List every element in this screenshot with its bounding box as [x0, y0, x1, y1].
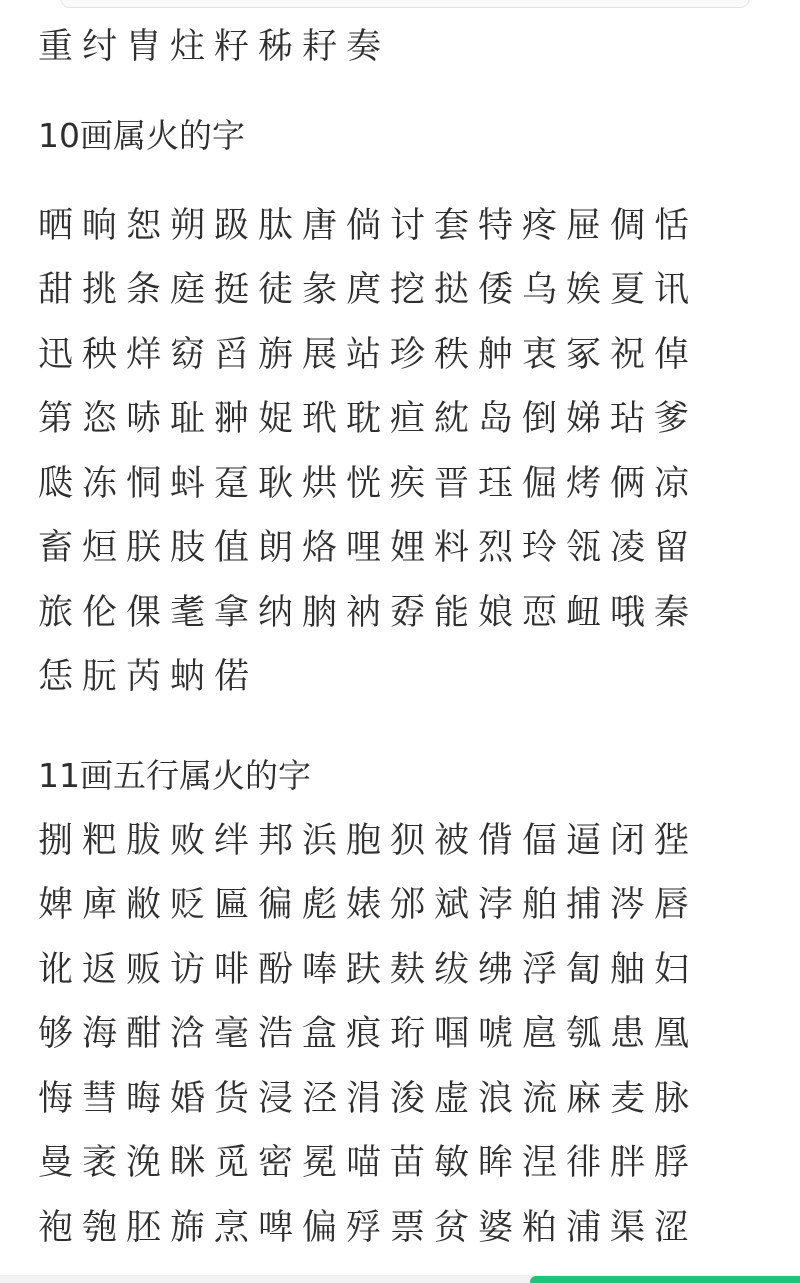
- char-line: 婢庳敝贬匾徧彪婊邠斌浡舶捕涔唇: [38, 885, 699, 925]
- char-line: 捌粑胈败绊邦浜胞狈被偝偪逼闭狴: [38, 820, 699, 861]
- char-line: 够海酣浛毫浩盒痕珩啯唬扈瓠患凰: [38, 1014, 699, 1054]
- char-line: 晒晌恕朔趿肽唐倘讨套特疼屉倜恬: [38, 205, 699, 246]
- char-line: 恁朊芮蚋偌: [38, 657, 259, 697]
- section-heading-11-strokes: 11画五行属火的字: [38, 755, 311, 795]
- char-line: 悔彗晦婚货浸泾涓浚虚浪流麻麦脉: [38, 1078, 699, 1119]
- char-line: 瓞冻恫蚪趸耿烘恍疾晋珏倔烤俩凉: [38, 463, 699, 504]
- bottom-bar: [0, 1275, 800, 1283]
- char-line: 畜烜朕肢值朗烙哩娌料烈玲瓴凌留: [38, 528, 699, 568]
- char-line: 袍匏胚旆烹啤偏殍票贫婆粕浦渠涩: [38, 1207, 699, 1248]
- char-block-11-strokes: [38, 809, 798, 1261]
- char-line: 曼袤浼眯觅密冕喵苗敏眸涅徘胖脬: [38, 1143, 699, 1183]
- char-line: 甜挑条庭挺徒彖庹挖挞倭乌娭夏讯: [38, 270, 699, 310]
- char-line: 旅伦倮耄拿纳朒衲孬能娘恧衄哦秦: [38, 592, 699, 633]
- char-line: 重纣胄炷籽秭耔奏: [38, 27, 391, 67]
- char-line: 讹返贩访啡酚唪趺麸绂绋浮匐舳妇: [38, 949, 699, 990]
- article-body: [38, 0, 798, 1260]
- char-line: 迅秧烊窈舀旃展站珍秩舯衷冢祝倬: [38, 334, 699, 375]
- section-heading-10-strokes: 10画属火的字: [38, 115, 245, 155]
- char-block-10-strokes: [38, 194, 798, 710]
- bottom-accent-bar[interactable]: [530, 1276, 800, 1283]
- char-line: 第恣哧耻翀娖玳耽疸紞岛倒娣玷爹: [38, 399, 699, 439]
